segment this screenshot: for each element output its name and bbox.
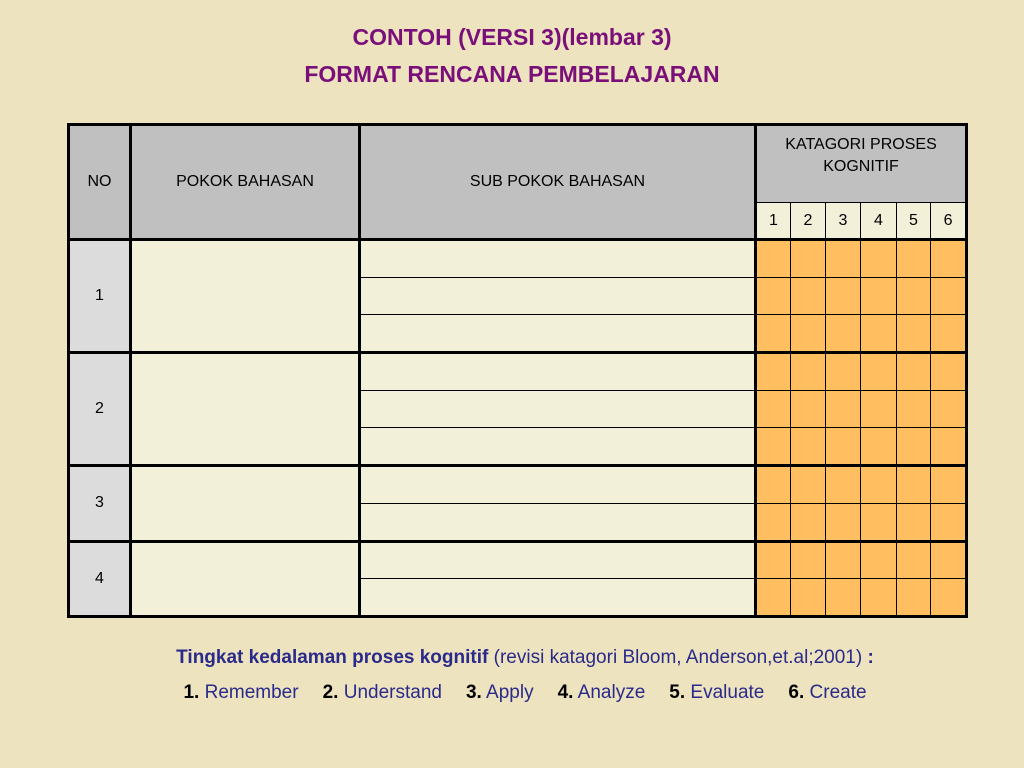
legend-item-label: Remember <box>204 682 299 703</box>
sub-pokok-bahasan-cell[interactable] <box>360 315 756 353</box>
legend-item <box>788 682 866 703</box>
sub-pokok-bahasan-cell[interactable] <box>360 579 756 617</box>
table-row <box>69 353 967 391</box>
kognitif-level-3-cell[interactable] <box>826 240 861 278</box>
kognitif-level-6-cell[interactable] <box>931 277 967 315</box>
kognitif-level-1-cell[interactable] <box>756 541 791 579</box>
kognitif-level-6-cell[interactable] <box>931 315 967 353</box>
kognitif-level-2-cell[interactable] <box>791 466 826 504</box>
kognitif-level-6-cell[interactable] <box>931 428 967 466</box>
kognitif-level-5-cell[interactable] <box>897 503 931 541</box>
legend-item-number: 4. <box>557 682 574 703</box>
kognitif-level-6-cell[interactable] <box>931 353 967 391</box>
table-header <box>69 125 967 240</box>
kognitif-level-5-cell[interactable] <box>897 579 931 617</box>
header-pokok-bahasan: POKOK BAHASAN <box>131 125 360 240</box>
kognitif-level-2-cell[interactable] <box>791 541 826 579</box>
kognitif-level-6-cell[interactable] <box>931 503 967 541</box>
legend-item-number: 1. <box>183 682 200 703</box>
kognitif-level-3-cell[interactable] <box>826 315 861 353</box>
kognitif-level-6-cell[interactable] <box>931 390 967 428</box>
header-level-5: 5 <box>897 203 931 240</box>
legend-heading-rest: (revisi katagori Bloom, Anderson,et.al;2001) <box>493 647 863 668</box>
legend-item <box>323 682 442 703</box>
title-line-2: FORMAT RENCANA PEMBELAJARAN <box>304 61 720 87</box>
kognitif-level-1-cell[interactable] <box>756 579 791 617</box>
kognitif-level-2-cell[interactable] <box>791 579 826 617</box>
legend-heading-colon: : <box>867 647 874 668</box>
header-level-1: 1 <box>756 203 791 240</box>
legend-heading <box>0 647 1024 669</box>
kognitif-level-4-cell[interactable] <box>861 390 897 428</box>
kognitif-level-1-cell[interactable] <box>756 428 791 466</box>
kognitif-level-5-cell[interactable] <box>897 390 931 428</box>
kognitif-level-6-cell[interactable] <box>931 466 967 504</box>
kognitif-level-1-cell[interactable] <box>756 353 791 391</box>
kognitif-level-4-cell[interactable] <box>861 277 897 315</box>
legend-item <box>558 682 646 703</box>
kognitif-level-6-cell[interactable] <box>931 541 967 579</box>
kognitif-level-3-cell[interactable] <box>826 466 861 504</box>
kognitif-level-4-cell[interactable] <box>861 353 897 391</box>
kognitif-level-1-cell[interactable] <box>756 503 791 541</box>
legend-item-label: Evaluate <box>690 682 765 703</box>
sub-pokok-bahasan-cell[interactable] <box>360 240 756 278</box>
kognitif-level-6-cell[interactable] <box>931 579 967 617</box>
sub-pokok-bahasan-cell[interactable] <box>360 466 756 504</box>
kognitif-level-3-cell[interactable] <box>826 277 861 315</box>
kognitif-level-3-cell[interactable] <box>826 541 861 579</box>
kognitif-level-5-cell[interactable] <box>897 353 931 391</box>
header-katagori <box>756 125 967 203</box>
kognitif-level-5-cell[interactable] <box>897 541 931 579</box>
kognitif-level-3-cell[interactable] <box>826 503 861 541</box>
kognitif-level-5-cell[interactable] <box>897 277 931 315</box>
kognitif-level-2-cell[interactable] <box>791 277 826 315</box>
kognitif-level-1-cell[interactable] <box>756 466 791 504</box>
kognitif-level-5-cell[interactable] <box>897 466 931 504</box>
kognitif-level-2-cell[interactable] <box>791 390 826 428</box>
sub-pokok-bahasan-cell[interactable] <box>360 428 756 466</box>
legend-item-label: Apply <box>486 682 534 703</box>
pokok-bahasan-cell[interactable] <box>131 240 360 353</box>
legend-item <box>466 682 534 703</box>
row-number: 4 <box>69 541 131 616</box>
header-level-2: 2 <box>791 203 826 240</box>
kognitif-level-4-cell[interactable] <box>861 541 897 579</box>
legend-item-number: 6. <box>788 682 805 703</box>
legend-item-label: Create <box>809 682 867 703</box>
sub-pokok-bahasan-cell[interactable] <box>360 277 756 315</box>
kognitif-level-1-cell[interactable] <box>756 315 791 353</box>
table-row <box>69 466 967 504</box>
kognitif-level-4-cell[interactable] <box>861 579 897 617</box>
legend-item-label: Analyze <box>577 682 646 703</box>
kognitif-level-4-cell[interactable] <box>861 428 897 466</box>
sub-pokok-bahasan-cell[interactable] <box>360 503 756 541</box>
legend-item-number: 5. <box>669 682 686 703</box>
kognitif-level-1-cell[interactable] <box>756 240 791 278</box>
kognitif-level-3-cell[interactable] <box>826 353 861 391</box>
legend-item <box>669 682 764 703</box>
kognitif-level-4-cell[interactable] <box>861 466 897 504</box>
kognitif-level-2-cell[interactable] <box>791 428 826 466</box>
table-row <box>69 240 967 278</box>
kognitif-level-2-cell[interactable] <box>791 353 826 391</box>
pokok-bahasan-cell[interactable] <box>131 466 360 541</box>
pokok-bahasan-cell[interactable] <box>131 541 360 616</box>
kognitif-level-1-cell[interactable] <box>756 277 791 315</box>
header-level-4: 4 <box>861 203 897 240</box>
header-no: NO <box>69 125 131 240</box>
sub-pokok-bahasan-cell[interactable] <box>360 353 756 391</box>
kognitif-level-4-cell[interactable] <box>861 503 897 541</box>
kognitif-level-1-cell[interactable] <box>756 390 791 428</box>
kognitif-level-5-cell[interactable] <box>897 240 931 278</box>
row-number: 1 <box>69 240 131 353</box>
kognitif-level-5-cell[interactable] <box>897 428 931 466</box>
kognitif-level-3-cell[interactable] <box>826 428 861 466</box>
sub-pokok-bahasan-cell[interactable] <box>360 541 756 579</box>
table-row <box>69 541 967 579</box>
kognitif-level-4-cell[interactable] <box>861 240 897 278</box>
header-level-6: 6 <box>931 203 967 240</box>
row-number: 3 <box>69 466 131 541</box>
plan-table <box>67 123 968 618</box>
legend-item <box>183 682 298 703</box>
header-level-3: 3 <box>826 203 861 240</box>
sub-pokok-bahasan-cell[interactable] <box>360 390 756 428</box>
title-line-1: CONTOH (VERSI 3)(lembar 3) <box>352 24 672 50</box>
kognitif-level-2-cell[interactable] <box>791 315 826 353</box>
legend-heading-bold: Tingkat kedalaman proses kognitif <box>176 647 489 668</box>
header-sub-pokok-bahasan: SUB POKOK BAHASAN <box>360 125 756 240</box>
legend-item-label: Understand <box>343 682 442 703</box>
kognitif-level-2-cell[interactable] <box>791 240 826 278</box>
pokok-bahasan-cell[interactable] <box>131 353 360 466</box>
legend-item-number: 3. <box>465 682 482 703</box>
legend-items <box>0 682 1024 704</box>
kognitif-level-4-cell[interactable] <box>861 315 897 353</box>
kognitif-level-3-cell[interactable] <box>826 390 861 428</box>
legend-item-number: 2. <box>322 682 339 703</box>
kognitif-level-6-cell[interactable] <box>931 240 967 278</box>
kognitif-level-2-cell[interactable] <box>791 503 826 541</box>
row-number: 2 <box>69 353 131 466</box>
kognitif-level-3-cell[interactable] <box>826 579 861 617</box>
header-katagori-label: KATAGORI PROSES KOGNITIF <box>785 136 937 175</box>
kognitif-level-5-cell[interactable] <box>897 315 931 353</box>
table-body <box>69 240 967 617</box>
